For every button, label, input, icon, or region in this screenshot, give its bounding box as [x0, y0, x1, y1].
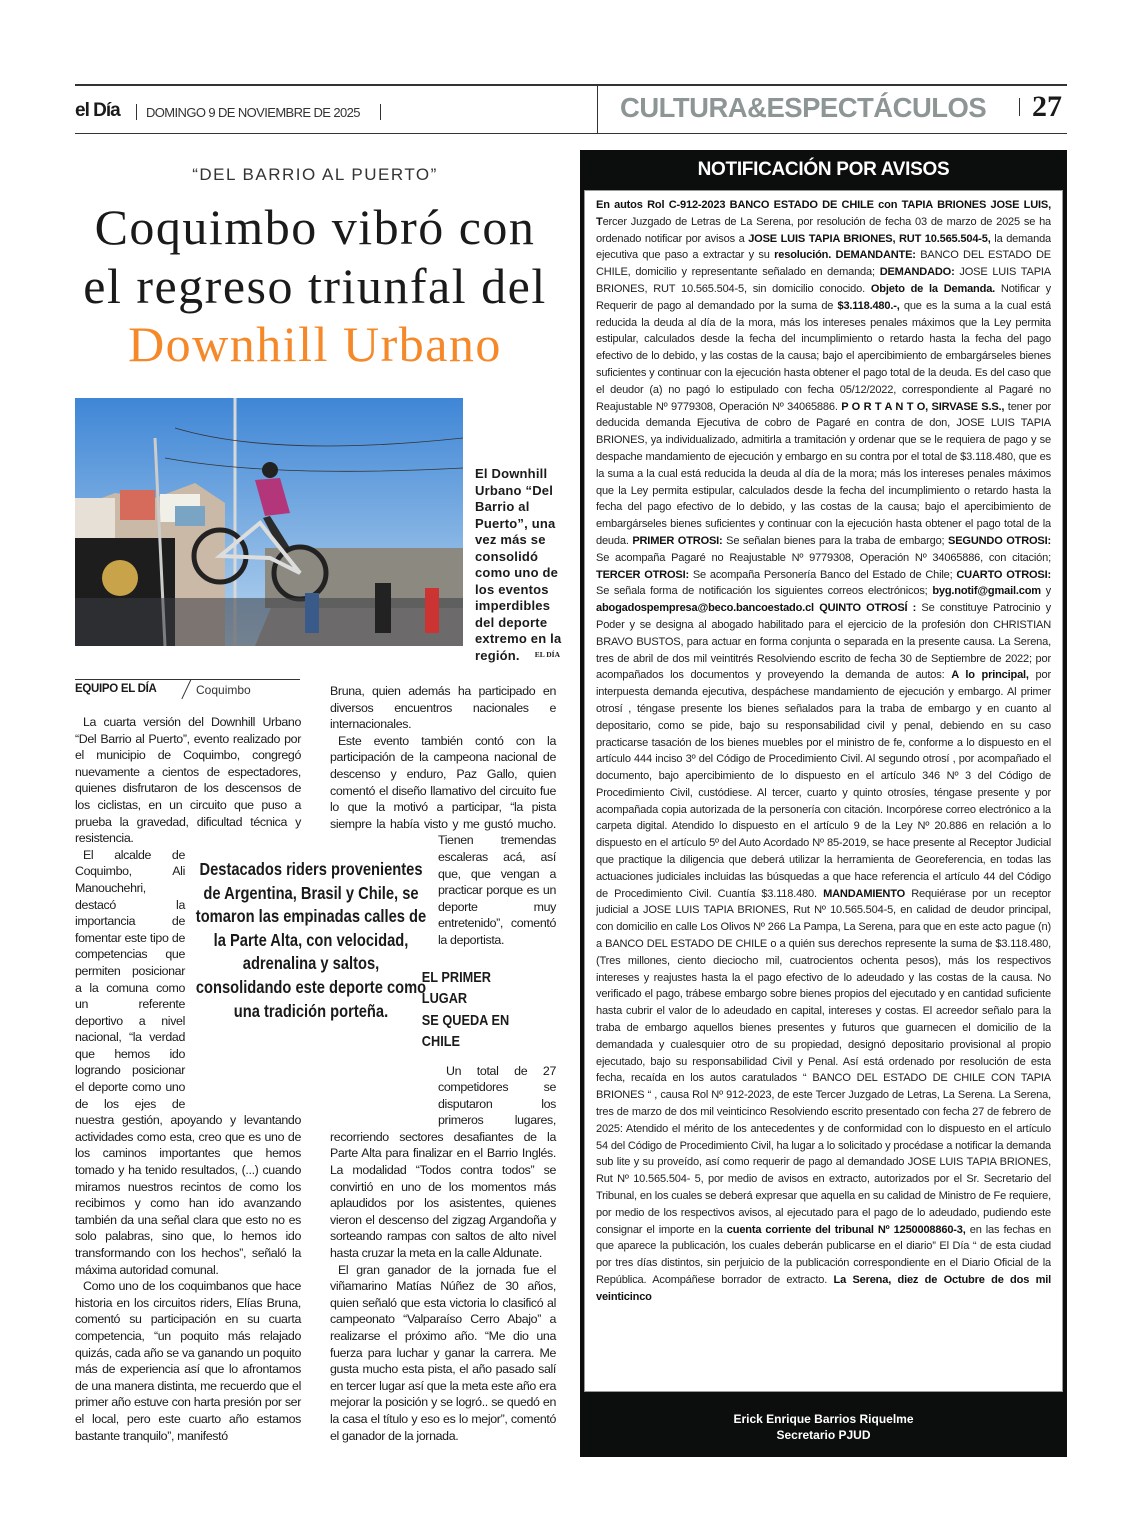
notice-text-run: la demanda ejecutiva que paso a extractar y su: [596, 232, 1051, 262]
photo-credit: EL DÍA: [534, 650, 560, 659]
notice-text-bold: Objeto de la Demanda.: [870, 282, 996, 295]
section-title: CULTURA&ESPECTÁCULOS: [620, 92, 987, 123]
notice-text-bold: TERCER OTROSI:: [596, 568, 689, 581]
article-photo: [75, 398, 463, 646]
headline-line-2: el regreso triunfal del: [83, 258, 547, 314]
notice-text-run: Se señalan bienes para la traba de embargo;: [722, 534, 949, 547]
subhead-line: EL PRIMER: [421, 968, 491, 986]
newspaper-logo: el Día: [75, 100, 120, 121]
subhead-line: LUGAR: [421, 990, 468, 1007]
issue-date: DOMINGO 9 DE NOVIEMBRE DE 2025: [146, 105, 360, 120]
notice-text-bold: A lo principal,: [951, 669, 1029, 682]
notice-text-run: tener por deducida demanda Ejecutiva de cobro de Pagaré en contra de don, JOSE LUIS TAPIA BRIONES, ya individualizado, admitirla a tramitación y ordenar que se le requiera de pago y se despache mandamiento de ejecución y embargo en su contra por el total de $3.118.480, que es la suma a la cual está reducida la deuda al día de la mora; más los intereses penales máximos que la Ley permita estipular, calculados desde la fecha del incumplimiento o retardo hasta la fecha del pago efectivo de lo debido, y las costas de la causa; bajo el apercibimiento de embargárseles bienes suficientes y continuar con la ejecución hasta obtener el pago total de la deuda.: [596, 400, 1051, 547]
article-paragraph: Como uno de los coquimbanos que hace historia en los circuitos riders, Elías Bruna, comentó su participación en su cuarta competencia, “un poquito más relajado quizás, cada año se va ganando un poquito más de experiencia así que lo afrontamos de una manera distinta, me recuerdo que el primer año estuve con harta presión por ser el local, pero este cuarto año estamos bastante tranquilo”, manifestó: [75, 1279, 301, 1443]
notice-text-bold: MANDAMIENTO: [823, 887, 906, 900]
article-paragraph: Bruna, quien además ha participado en diversos encuentros nacionales e internacionales.: [330, 684, 556, 732]
notice-text-run: que es la suma a la cual está reducida la deuda al día de la mora, más los intereses penales máximos que la Ley permita estipular, calculados desde la fecha del incumplimiento o retardo hasta la fecha del pago efectivo de lo debido, y las costas de la causa; bajo el apercibimiento de embargárseles bienes suficientes y continuar con la ejecución hasta obtener el pago total de la deuda. Es del caso que el deudor (a) no pagó lo estipulado con fecha 05/12/2022, correspondiente al Pagaré no Reajustable Nº 9779308, Operación Nº 34065886.: [596, 299, 1051, 413]
article-paragraph: Este evento también contó con la participación de la campeona nacional de descenso y enduro, Paz Gallo, quien comentó el diseño llamativo del circuito fue lo que la motivó a participar, “la pista siempre la había visto y me gustó mucho. Tienen tremendas escaleras acá, así que, que vengan a practicar porque es un deporte muy entretenido”, comentó la deportista.: [330, 733, 556, 947]
dateline: Coquimbo: [196, 683, 251, 697]
article-kicker: “DEL BARRIO AL PUERTO”: [192, 165, 438, 184]
headline-line-1: Coquimbo vibró con: [94, 199, 536, 255]
notice-signature: [580, 1411, 1067, 1443]
notice-text-run: BANCO DEL ESTADO DE CHILE, domicilio y representante señalado en demanda;: [596, 249, 1051, 279]
header-bottom-rule: [75, 133, 1067, 134]
article-paragraph: El alcalde de Coquimbo, Ali Manouchehri, destacó la importancia de fomentar este tipo de competencias que permiten posicionar a la comuna como un referente deportivo a nivel nacional, “la verdad que hemos ido logrando posicionar el deporte como uno de los ejes de nuestra gestión, apoyando y levantando actividades como esta, creo que es uno de los caminos importantes que hemos tomado y ha tenido resultados, (...) cuando miramos nuestros recintos de como los recibimos y como han ido avanzando también da una señal clara que esto no es solo palabras, sino que, lo hemos ido transformando con los hechos”, señaló la máxima autoridad comunal.: [75, 847, 301, 1277]
notice-text-bold: CUARTO OTROSI:: [956, 568, 1051, 581]
notice-text-bold: $3.118.480.-,: [837, 299, 900, 312]
notice-text-bold: byg.notif@gmail.com: [932, 585, 1041, 598]
article-paragraph: La cuarta versión del Downhill Urbano “Del Barrio al Puerto”, evento realizado por el municipio de Coquimbo, congregó nuevamente a cientos de espectadores, quienes disfrutaron de los descensos de los ciclistas, en un circuito que puso a prueba la gravedad, dificultad técnica y resistencia.: [75, 715, 301, 846]
notice-text-run: por interpuesta demanda ejecutiva, despáchese mandamiento de ejecución y embargo. Al primer otrosí , téngase presente los bienes señalados para la traba de embargo y en cuanto al depositario, como se pide, bajo su responsabilidad civil y penal, debiendo en su caso practicarse tasación de los bienes muebles por el ministro de fe, conforme a lo dispuesto en el artículo 444 inciso 3º del Código de Procedimiento Civil. Al segundo otrosí , por acompañado el documento, bajo apercibimiento de lo dispuesto en el artículo 346 Nº 3 del Código de Procedimiento Civil, custódiese. Al tercer, cuarto y quinto otrosíes, téngase presente y por acompañada copia autorizada de la personería con citación. Incorpórese correo electrónico a la carpeta digital. Atendido lo dispuesto en el artículo 9 de la Ley Nº 20.886 en relación a lo dispuesto en el artículo 5º del Auto Acordado Nº 85-2019, se hace presente al Receptor Judicial que practique la diligencia que deberá utilizar la herramienta de Georeferencia, en todas las actuaciones judiciales incluidas las búsquedas a que hace referencia el artículo 44 del Código de Procedimiento Civil. Cuantía $3.118.480.: [596, 669, 1051, 900]
legal-notice: [580, 150, 1067, 1457]
notice-text-run: Se acompaña Pagaré no Reajustable Nº 9779308, Operación Nº 34065886, con citación;: [596, 551, 1051, 564]
notice-text: [596, 197, 1051, 1383]
notice-title: NOTIFICACIÓN POR AVISOS: [697, 159, 950, 180]
article-paragraph: Un total de 27 competidores se disputaron los primeros lugares, recorriendo sectores desafiantes de la Parte Alta para finalizar en el Barrio Inglés. La modalidad “Todos contra todos” se convirtió en uno de los momentos más aplaudidos por los asistentes, quienes vieron el descenso del zigzag Argandoña y sorteando rampas con saltos de alto nivel hasta cruzar la meta en la calle Aldunate.: [330, 1063, 556, 1261]
notice-text-bold: JOSE LUIS TAPIA BRIONES, RUT 10.565.504-5,: [748, 232, 991, 245]
notice-text-run: en las fechas en que aparece la publicación, los cuales deberán publicarse en el diario” El Día “ de esta ciudad por tres días distintos, sin perjuicio de la publicación correspondiente en el Diario Oficial de la República. Acompáñese borrador de extracto.: [596, 1223, 1051, 1286]
notice-text-run: y: [1040, 585, 1051, 598]
notice-text-run: Notificar y Requerir de pago al demandado por la suma de: [596, 282, 1051, 312]
byline-rule: [75, 679, 300, 680]
byline-slash: [181, 679, 191, 699]
notice-text-bold: PRIMER OTROSI:: [632, 534, 723, 547]
separator: [380, 104, 381, 120]
notice-text-bold: DEMANDADO:: [879, 266, 955, 279]
headline-line-3: Downhill Urbano: [128, 316, 502, 372]
notice-text-bold: En autos Rol C-912-2023 BANCO ESTADO DE CHILE con TAPIA BRIONES JOSE LUIS, T: [596, 199, 1051, 228]
signature-name: Erick Enrique Barrios Riquelme: [733, 1412, 914, 1426]
notice-text-run: ercer Juzgado de Letras de La Serena, por resolución de fecha 03 de marzo de 2025 se ha ordenado notificar por avisos a: [596, 215, 1051, 245]
notice-text-run: Se señala forma de notificación los siguientes correos electrónicos;: [596, 585, 933, 598]
top-rule: [75, 84, 1067, 86]
notice-text-bold: P O R T A N T O, SIRVASE S.S.,: [841, 400, 1005, 413]
downhill-rider-photo: [75, 398, 463, 646]
notice-text-run: JOSE LUIS TAPIA BRIONES, RUT 10.565.504-5, sin domicilio conocido.: [596, 266, 1051, 295]
article-column-2: [330, 683, 556, 1444]
subhead-line: CHILE: [421, 1033, 461, 1050]
notice-text-bold: abogadospempresa@beco.bancoestado.cl QUINTO OTROSÍ :: [596, 602, 917, 615]
notice-text-run: Se acompaña Personería Banco del Estado de Chile;: [688, 568, 957, 581]
notice-text-run: Requiérase por un receptor judicial a JOSE LUIS TAPIA BRIONES, Rut Nº 10.565.504-5, en calidad de deudor principal, con domicilio en calle Los Olivos Nº 266 La Pampa, La Serena, para que en este acto pague (n) a BANCO DEL ESTADO DE CHILE o a quién sus derechos represente la suma de $3.118.480, (Tres millones, ciento dieciocho mil, cuatrocientos ochenta pesos), más los respectivos intereses y reajustes hasta la el pago efectivo de lo adeudado y las costas de la causa. No verificado el pago, trábese embargo sobre bienes propios del ejecutado y en cantidad suficiente hasta cubrir el valor de lo adeudado en capital, intereses y costas. El acreedor señalo para la traba de embargo aquellos bienes presentes y futuros que guarnecen el domicilio de la demandada y cualesquier otro de su propiedad, designó depositario provisional al propio ejecutado, bajo su responsabilidad Civil y Penal. Así está ordenado por resolución de esta fecha, recaída en los autos caratulados “ BANCO DEL ESTADO DE CHILE CON TAPIA BRIONES “ , causa Rol Nº 912-2023, de este Tercer Juzgado de Letras, La Serena. La Serena, tres de marzo de dos mil veinticinco Resolviendo escrito presentado con fecha 27 de febrero de 2025: Atendido el mérito de los antecedentes y de conformidad con lo dispuesto en el artículo 54 del Código de Procedimiento Civil, ha lugar a lo solicitado y procédase a notificar la demanda sub lite y su proveído, así como requerir de pago al demandado JOSE LUIS TAPIA BRIONES, Rut Nº 10.565.504- 5, por medio de avisos en extracto, autorizados por el Sr. Secretario del Tribunal, en los cuales se deberá expresar que aquella en su calidad de Ministro de Fe requiere, por medio de los respectivos avisos, al ejecutado para el pago de lo adeudado, pudiendo este consignar el importe en la: [596, 887, 1051, 1236]
separator: [1019, 98, 1020, 116]
notice-text-bold: SEGUNDO OTROSI:: [948, 534, 1051, 547]
article-paragraph: El gran ganador de la jornada fue el viñamarino Matías Núñez de 30 años, quien señaló que esta victoria lo clasificó al campeonato “Valparaíso Cerro Abajo” a realizarse el próximo año. “Me dio una fuerza para luchar y ganar la carrera. Me gusta mucho esta pista, el año pasado salí en tercer lugar así que la meta este año era mejorar la posición y se logró.. se quedó en la casa el título y eso es lo mejor”, comentó el ganador de la jornada.: [330, 1262, 556, 1443]
separator: [136, 104, 137, 120]
page-number: 27: [1032, 90, 1062, 123]
notice-text-bold: La Serena, diez de Octubre de dos mil veinticinco: [596, 1274, 1051, 1303]
header-divider: [597, 85, 598, 133]
article-column-1: [75, 714, 301, 1444]
notice-text-bold: cuenta corriente del tribunal Nº 1250008860-3,: [726, 1223, 966, 1236]
pull-quote: Destacados riders provenientes de Argentina, Brasil y Chile, se tomaron las empinadas calles de la Parte Alta, con velocidad, adrenalina y saltos, consolidando este deporte como una tradición porteña.: [195, 859, 427, 1021]
byline: EQUIPO EL DÍA: [75, 683, 157, 695]
signature-title: Secretario PJUD: [776, 1428, 871, 1442]
subhead-line: SE QUEDA EN: [421, 1011, 510, 1029]
notice-text-run: Se constituye Patrocinio y Poder y se designa al abogado habilitado para el ejercicio de la profesión don CHRISTIAN BRAVO BUSTOS, para actuar en forma conjunta o separada en la presente causa. La Serena, tres de abril de dos mil veintitrés Resolviendo escrito de fecha 30 de Septiembre de 2022; por acompañados los documentos y proveyendo la demanda de autos:: [596, 602, 1051, 682]
photo-caption: El Downhill Urbano “Del Barrio al Puerto”, una vez más se consolidó como uno de los eventos imperdibles del deporte extremo en la región.: [475, 466, 562, 663]
notice-text-bold: resolución. DEMANDANTE:: [774, 249, 916, 262]
notice-body-box: [584, 190, 1063, 1392]
